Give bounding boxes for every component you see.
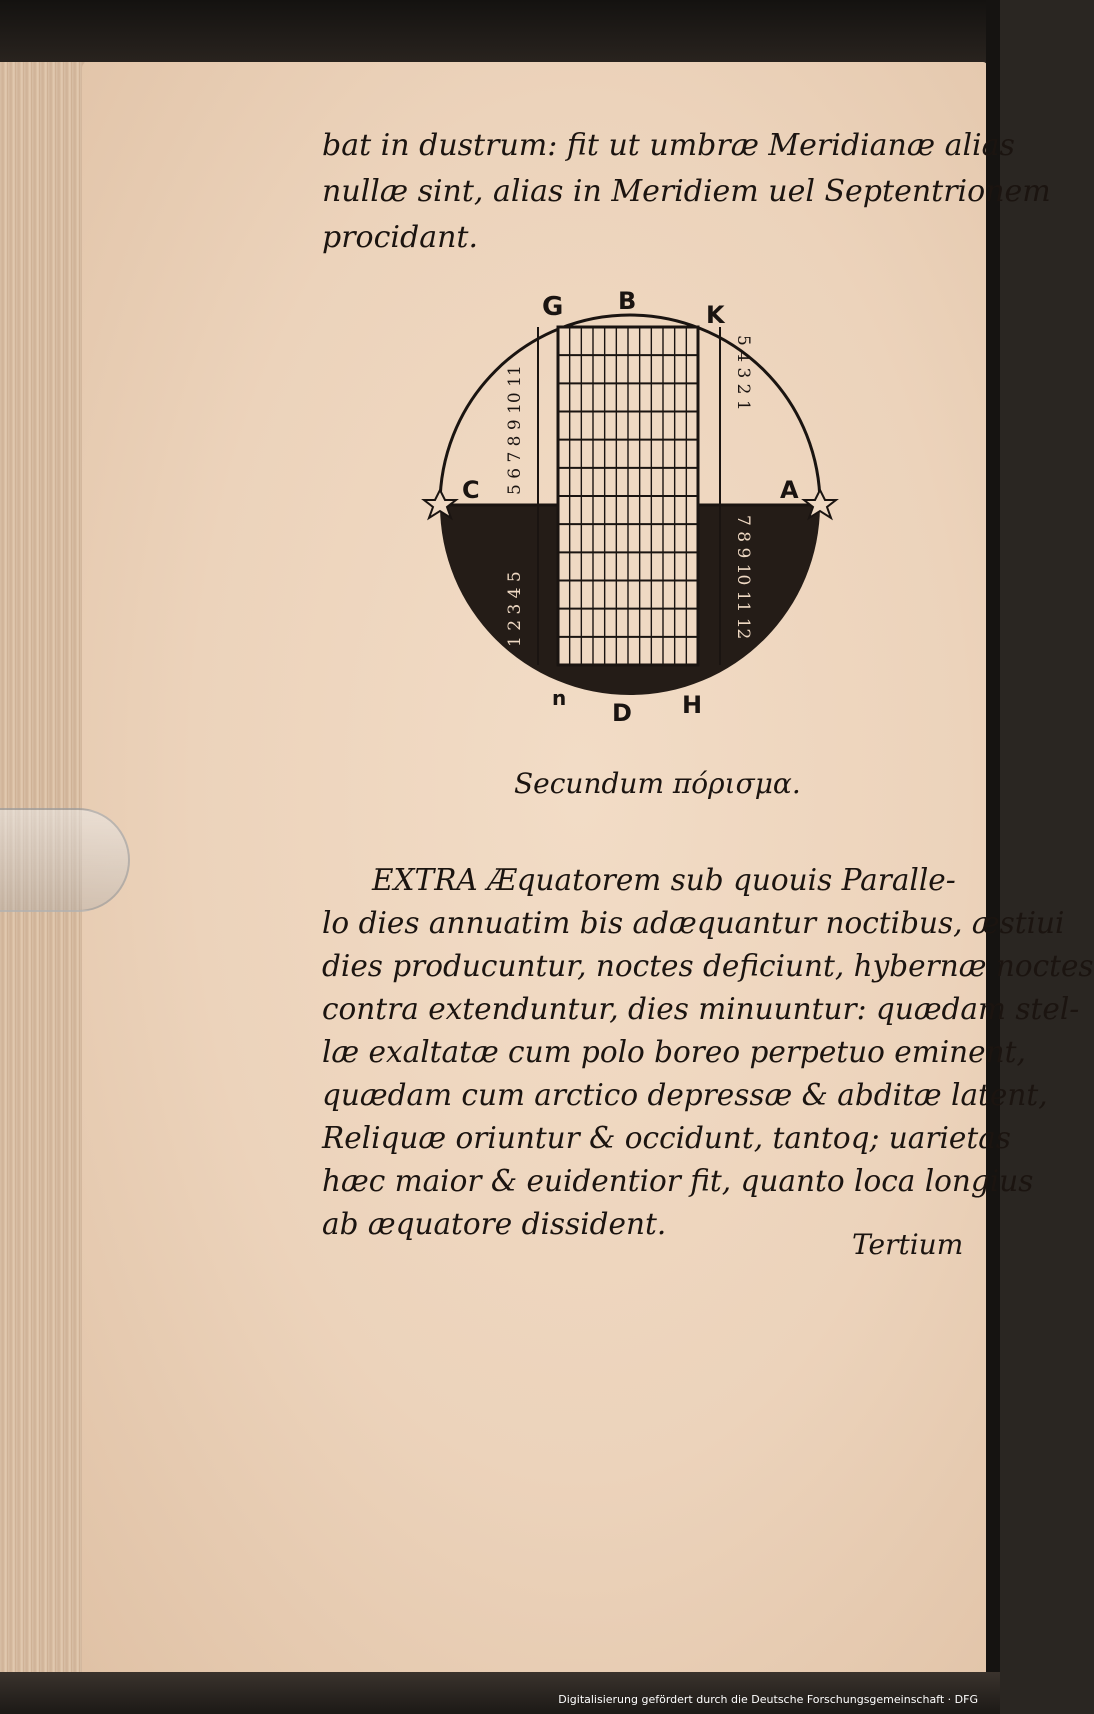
page-clip [0, 808, 130, 912]
text-line: Reliquæ oriuntur & occidunt, tantoq; uarietas [322, 1121, 1011, 1155]
right-top-numbers: 5 4 3 2 1 [733, 335, 753, 411]
left-bottom-numbers: 1 2 3 4 5 [505, 571, 525, 647]
text-line: EXTRA Æquatorem sub quouis Paralle- [372, 863, 956, 897]
left-top-numbers: 5 6 7 8 9 10 11 [505, 365, 525, 495]
text-line: læ exaltatæ cum polo boreo perpetuo eminent, [322, 1035, 1026, 1069]
digitization-credit: Digitalisierung gefördert durch die Deutsche Forschungsgemeinschaft · DFG [558, 1693, 978, 1706]
shadow-grid [558, 327, 698, 665]
body-paragraph [322, 859, 1094, 1246]
label-a: A [780, 476, 799, 504]
text-line: lo dies annuatim bis adæquantur noctibus, æstiui [322, 906, 1065, 940]
text-line: hæc maior & euidentior fit, quanto loca longius [322, 1164, 1034, 1198]
text-line: bat in dustrum: fit ut umbræ Meridianæ alias [322, 128, 1015, 163]
top-paragraph [322, 123, 1051, 261]
figure-caption: Secundum πόρισμα. [514, 767, 801, 800]
right-bottom-numbers: 7 8 9 10 11 12 [733, 515, 753, 640]
catchword: Tertium [852, 1228, 964, 1261]
label-n: n [552, 686, 567, 710]
label-h: H [682, 691, 703, 719]
label-b: B [618, 287, 637, 315]
scan-background [0, 0, 1000, 70]
text-line: ab æquatore dissident. [322, 1207, 667, 1241]
text-line: dies producuntur, noctes deficiunt, hybernæ noctes [322, 949, 1094, 983]
text-line: quædam cum arctico depressæ & abditæ latent, [322, 1078, 1048, 1112]
label-k: K [706, 301, 725, 329]
label-d: D [612, 699, 632, 727]
text-line: contra extenduntur, dies minuuntur: quædam stel- [322, 992, 1080, 1026]
label-c: C [462, 476, 480, 504]
text-line: nullæ sint, alias in Meridiem uel Septentrionem [322, 174, 1051, 209]
sphere-diagram [420, 285, 840, 725]
text-line: procidant. [322, 220, 479, 255]
label-g: G [542, 292, 564, 322]
